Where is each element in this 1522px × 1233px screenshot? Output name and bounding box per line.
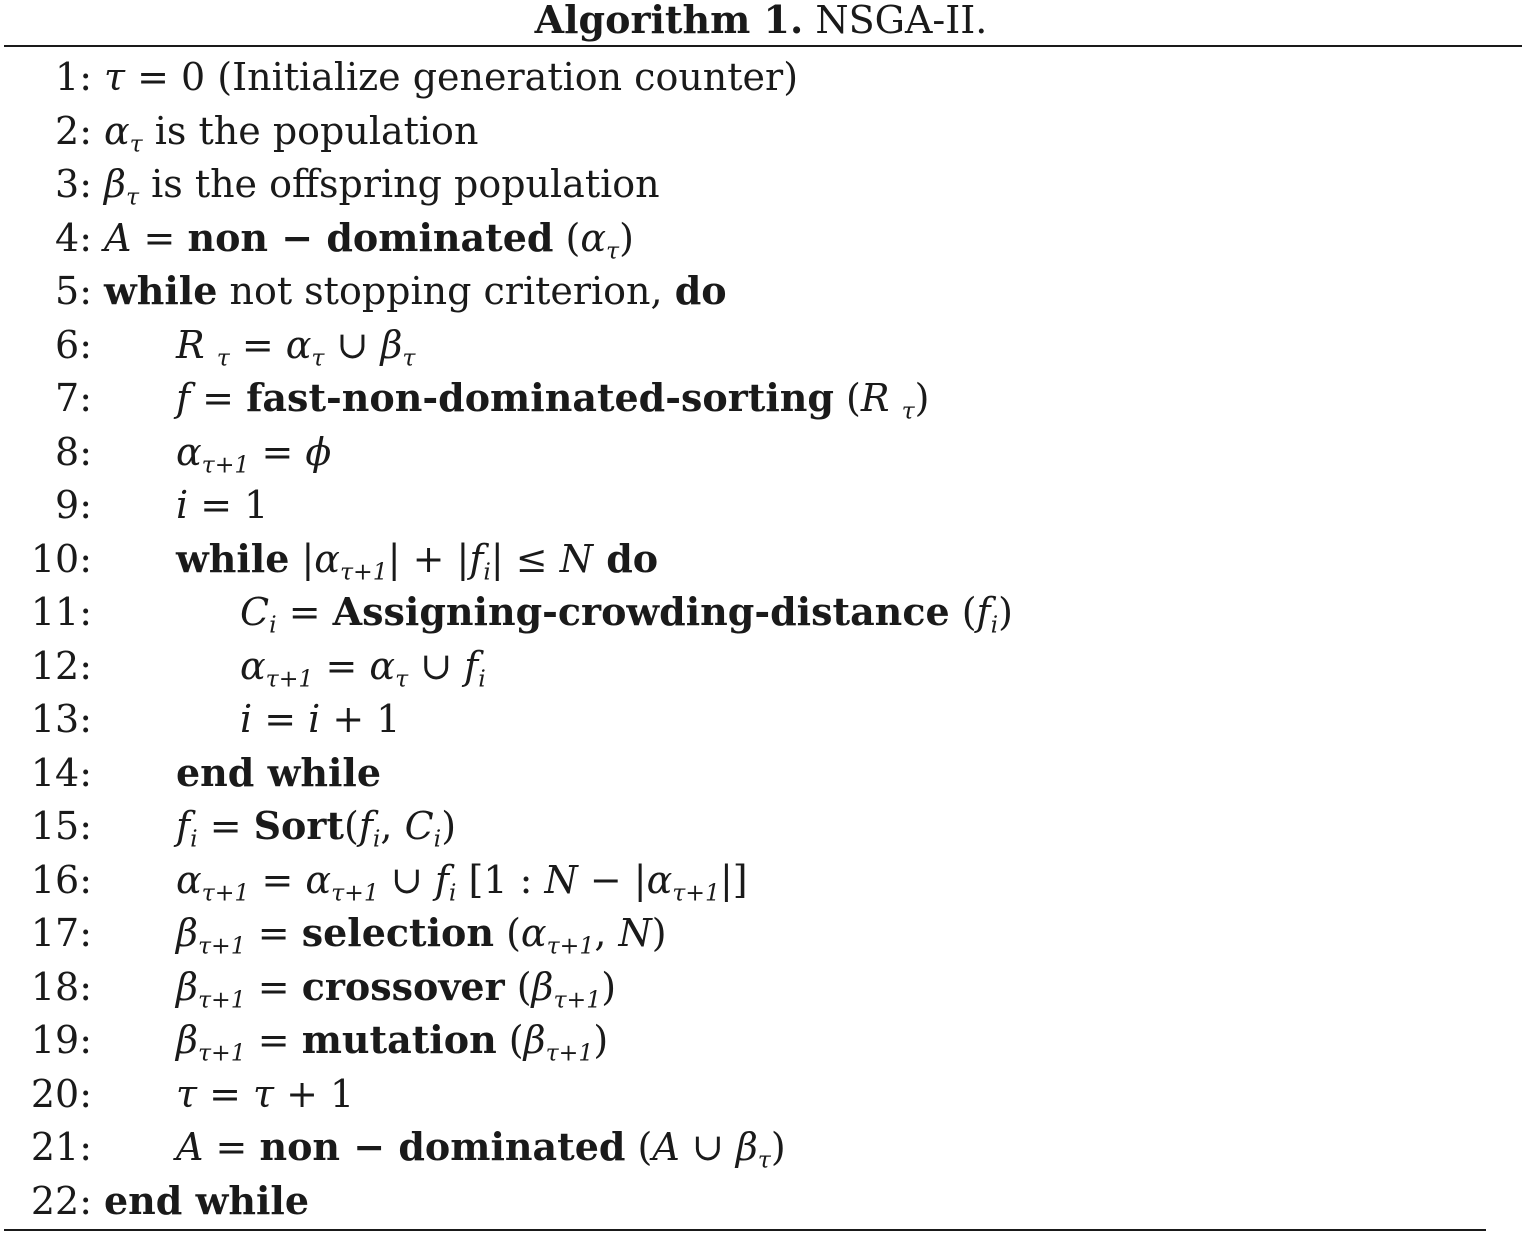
- code-text: ∪: [408, 643, 465, 688]
- code-text: + 1: [320, 697, 401, 741]
- code-text: ): [914, 376, 930, 420]
- subscript: τ: [125, 182, 139, 211]
- line-number: 20:: [30, 1071, 92, 1116]
- line-number: 13:: [30, 697, 92, 741]
- math-symbol: β: [735, 1125, 758, 1169]
- code-text: is the population: [142, 108, 479, 153]
- code-text: ): [441, 804, 457, 848]
- math-symbol: ϕ: [305, 429, 332, 474]
- code-text: ): [998, 590, 1013, 634]
- code-text: ): [593, 1018, 609, 1062]
- math-symbol: α: [104, 108, 130, 153]
- line-code: [104, 104, 478, 158]
- code-text: (: [496, 1018, 524, 1062]
- line-code: [176, 371, 929, 425]
- algorithm-line: [0, 1174, 1522, 1228]
- math-symbol: N: [618, 911, 652, 955]
- math-symbol: A: [652, 1125, 680, 1169]
- line-number: 7:: [55, 376, 92, 420]
- subscript: τ+1: [331, 878, 379, 907]
- algorithm-line: [0, 1067, 1522, 1121]
- line-number: 1:: [55, 55, 92, 99]
- algorithm-line: [0, 1013, 1522, 1067]
- code-text: ): [601, 964, 617, 1009]
- line-number: 3:: [55, 162, 92, 206]
- line-number: 14:: [30, 750, 92, 795]
- math-symbol: f: [176, 804, 191, 848]
- line-number: 4:: [55, 215, 92, 260]
- keyword: end while: [104, 1177, 309, 1223]
- code-text: 1: [244, 483, 269, 527]
- algorithm-line: [0, 104, 1522, 158]
- math-symbol: α: [240, 643, 266, 688]
- subscript: τ+1: [339, 557, 388, 586]
- code-text: =: [229, 322, 286, 367]
- algorithm-line: [0, 1120, 1522, 1174]
- math-symbol: i: [176, 483, 189, 527]
- line-number: 9:: [55, 483, 92, 527]
- code-text: ): [770, 1125, 786, 1169]
- code-text: (: [949, 590, 977, 634]
- code-text: |: [289, 536, 315, 581]
- math-symbol: C: [240, 590, 270, 634]
- keyword: do: [592, 535, 659, 581]
- code-text: ,: [380, 804, 405, 848]
- keyword: fast-non-dominated-sorting: [246, 375, 834, 420]
- code-text: =: [197, 1071, 254, 1116]
- code-text: ): [619, 215, 634, 260]
- keyword: selection: [301, 910, 495, 955]
- line-number: 8:: [55, 429, 92, 474]
- line-number: 12:: [30, 643, 92, 688]
- algorithm-line: [0, 639, 1522, 693]
- code-text: not stopping criterion,: [217, 269, 675, 313]
- subscript: τ: [395, 664, 409, 693]
- keyword: while: [104, 268, 218, 313]
- subscript: τ: [216, 343, 230, 372]
- line-code: [176, 1067, 354, 1121]
- keyword: Assigning-crowding-distance: [332, 589, 950, 634]
- line-code: [176, 906, 667, 960]
- code-text: =: [249, 429, 306, 474]
- subscript: τ+1: [553, 985, 602, 1014]
- subscript: i: [269, 610, 277, 639]
- code-text: 0 (Initialize generation counter): [181, 55, 799, 99]
- math-symbol: β: [104, 162, 126, 206]
- math-symbol: f: [176, 376, 191, 420]
- subscript: τ+1: [201, 450, 250, 479]
- line-code: [104, 211, 634, 265]
- keyword: mutation: [301, 1017, 497, 1062]
- code-text: =: [203, 1125, 260, 1169]
- math-symbol: β: [523, 1018, 546, 1062]
- algorithm-line: [0, 799, 1522, 853]
- math-symbol: α: [369, 643, 396, 688]
- algorithm-line: [0, 960, 1522, 1014]
- code-text: ∪: [378, 857, 435, 902]
- line-number: 15:: [30, 804, 92, 848]
- line-number: 5:: [55, 269, 92, 313]
- algorithm-caption: [0, 0, 1522, 44]
- line-code: [176, 853, 748, 907]
- subscript: τ+1: [546, 931, 595, 960]
- code-text: =: [313, 643, 370, 688]
- code-text: | + |: [387, 536, 470, 581]
- code-text: (: [343, 804, 359, 848]
- math-symbol: N: [544, 857, 578, 902]
- line-number: 6:: [55, 322, 92, 367]
- line-code: [176, 799, 456, 853]
- line-code: [176, 960, 616, 1014]
- line-number: 21:: [30, 1125, 92, 1169]
- code-text: =: [276, 590, 333, 634]
- algorithm-line: [0, 478, 1522, 532]
- math-symbol: β: [380, 322, 403, 367]
- line-code: [176, 746, 381, 800]
- subscript: i: [478, 664, 486, 693]
- keyword: do: [674, 268, 727, 313]
- keyword: while: [176, 535, 290, 581]
- line-code: [104, 264, 727, 318]
- math-symbol: A: [104, 215, 132, 260]
- top-rule: [4, 45, 1522, 47]
- subscript: τ: [606, 236, 620, 265]
- code-text: (: [833, 376, 861, 420]
- algorithm-line: [0, 853, 1522, 907]
- caption-label: Algorithm 1.: [534, 0, 804, 42]
- subscript: τ: [402, 343, 416, 372]
- code-text: (: [625, 1125, 653, 1169]
- code-text: is the offspring population: [139, 162, 660, 206]
- bottom-rule: [4, 1229, 1486, 1231]
- line-number: 18:: [30, 964, 92, 1009]
- math-symbol: β: [531, 964, 554, 1009]
- subscript: i: [990, 610, 999, 639]
- subscript: τ+1: [672, 878, 720, 907]
- math-symbol: i: [308, 697, 321, 741]
- code-text: (: [553, 215, 581, 260]
- math-symbol: f: [469, 536, 484, 581]
- code-text: | ≤: [490, 536, 560, 581]
- algorithm-line: [0, 318, 1522, 372]
- algorithm-line: [0, 585, 1522, 639]
- algorithm-line: [0, 50, 1522, 104]
- code-text: (: [494, 911, 521, 955]
- algorithm-line: [0, 746, 1522, 800]
- line-number: 2:: [55, 108, 92, 153]
- caption-title: NSGA-II.: [815, 0, 988, 42]
- math-symbol: τ: [104, 55, 126, 99]
- math-symbol: α: [314, 536, 340, 581]
- line-number: 10:: [30, 536, 92, 581]
- keyword: non − dominated: [259, 1124, 626, 1169]
- math-symbol: f: [434, 857, 449, 902]
- code-text: =: [125, 55, 182, 99]
- subscript: i: [372, 824, 381, 853]
- line-number: 11:: [30, 590, 92, 634]
- code-text: =: [131, 215, 188, 260]
- subscript: τ+1: [197, 985, 246, 1014]
- keyword: non − dominated: [187, 214, 554, 260]
- subscript: τ+1: [201, 878, 250, 907]
- code-text: =: [245, 964, 302, 1009]
- subscript: τ: [757, 1145, 771, 1174]
- math-symbol: α: [646, 857, 673, 902]
- line-code: [240, 692, 401, 746]
- keyword: Sort: [253, 803, 344, 848]
- math-symbol: f: [358, 804, 373, 848]
- math-symbol: R: [176, 322, 217, 367]
- code-text: ): [651, 911, 667, 955]
- line-number: 19:: [30, 1018, 92, 1062]
- algorithm-line: [0, 906, 1522, 960]
- subscript: τ+1: [545, 1038, 594, 1067]
- math-symbol: C: [404, 804, 434, 848]
- math-symbol: β: [176, 964, 198, 1009]
- subscript: τ: [311, 343, 325, 372]
- algorithm-line: [0, 532, 1522, 586]
- math-symbol: f: [976, 590, 991, 634]
- math-symbol: α: [285, 322, 312, 367]
- math-symbol: N: [559, 536, 593, 581]
- code-text: ,: [594, 911, 619, 955]
- line-code: [176, 532, 658, 586]
- code-text: + 1: [274, 1071, 355, 1116]
- math-symbol: A: [176, 1125, 204, 1169]
- line-code: [104, 157, 660, 211]
- code-text: ∪: [679, 1125, 736, 1169]
- subscript: τ+1: [197, 931, 246, 960]
- line-code: [176, 1120, 786, 1174]
- math-symbol: α: [176, 857, 202, 902]
- code-text: =: [252, 697, 309, 741]
- math-symbol: α: [580, 215, 607, 260]
- subscript: i: [190, 824, 198, 853]
- code-text: [1 :: [456, 857, 545, 902]
- math-symbol: R: [860, 376, 902, 420]
- line-code: [104, 50, 798, 104]
- line-code: [176, 1013, 608, 1067]
- code-text: =: [249, 857, 306, 902]
- math-symbol: τ: [253, 1071, 275, 1116]
- line-number: 22:: [30, 1178, 92, 1223]
- algorithm-line: [0, 371, 1522, 425]
- subscript: i: [483, 557, 491, 586]
- subscript: τ: [129, 129, 143, 158]
- line-code: [176, 478, 268, 532]
- keyword: crossover: [301, 963, 505, 1009]
- line-number: 16:: [30, 857, 92, 902]
- math-symbol: β: [176, 1018, 198, 1062]
- line-code: [104, 1174, 309, 1228]
- math-symbol: α: [305, 857, 332, 902]
- code-text: ∪: [324, 322, 381, 367]
- algorithm-line: [0, 157, 1522, 211]
- math-symbol: β: [176, 911, 198, 955]
- subscript: τ+1: [265, 664, 314, 693]
- code-text: =: [188, 483, 245, 527]
- math-symbol: α: [176, 429, 202, 474]
- code-text: =: [197, 804, 254, 848]
- math-symbol: τ: [176, 1071, 198, 1116]
- algorithm-line: [0, 211, 1522, 265]
- math-symbol: f: [464, 643, 479, 688]
- algorithm-line: [0, 425, 1522, 479]
- line-code: [240, 585, 1013, 639]
- code-text: =: [245, 1018, 302, 1062]
- subscript: i: [448, 878, 457, 907]
- math-symbol: i: [240, 697, 253, 741]
- line-code: [240, 639, 486, 693]
- algorithm-line: [0, 264, 1522, 318]
- line-code: [176, 425, 331, 479]
- line-code: [176, 318, 415, 372]
- algorithm-line: [0, 692, 1522, 746]
- math-symbol: α: [520, 911, 547, 955]
- subscript: τ+1: [197, 1038, 246, 1067]
- subscript: i: [433, 824, 442, 853]
- code-text: − |: [577, 857, 647, 902]
- keyword: end while: [176, 749, 381, 795]
- code-text: (: [504, 964, 532, 1009]
- code-text: =: [190, 376, 247, 420]
- code-text: =: [245, 911, 302, 955]
- line-number: 17:: [30, 911, 92, 955]
- code-text: |]: [719, 857, 748, 902]
- subscript: τ: [901, 396, 915, 425]
